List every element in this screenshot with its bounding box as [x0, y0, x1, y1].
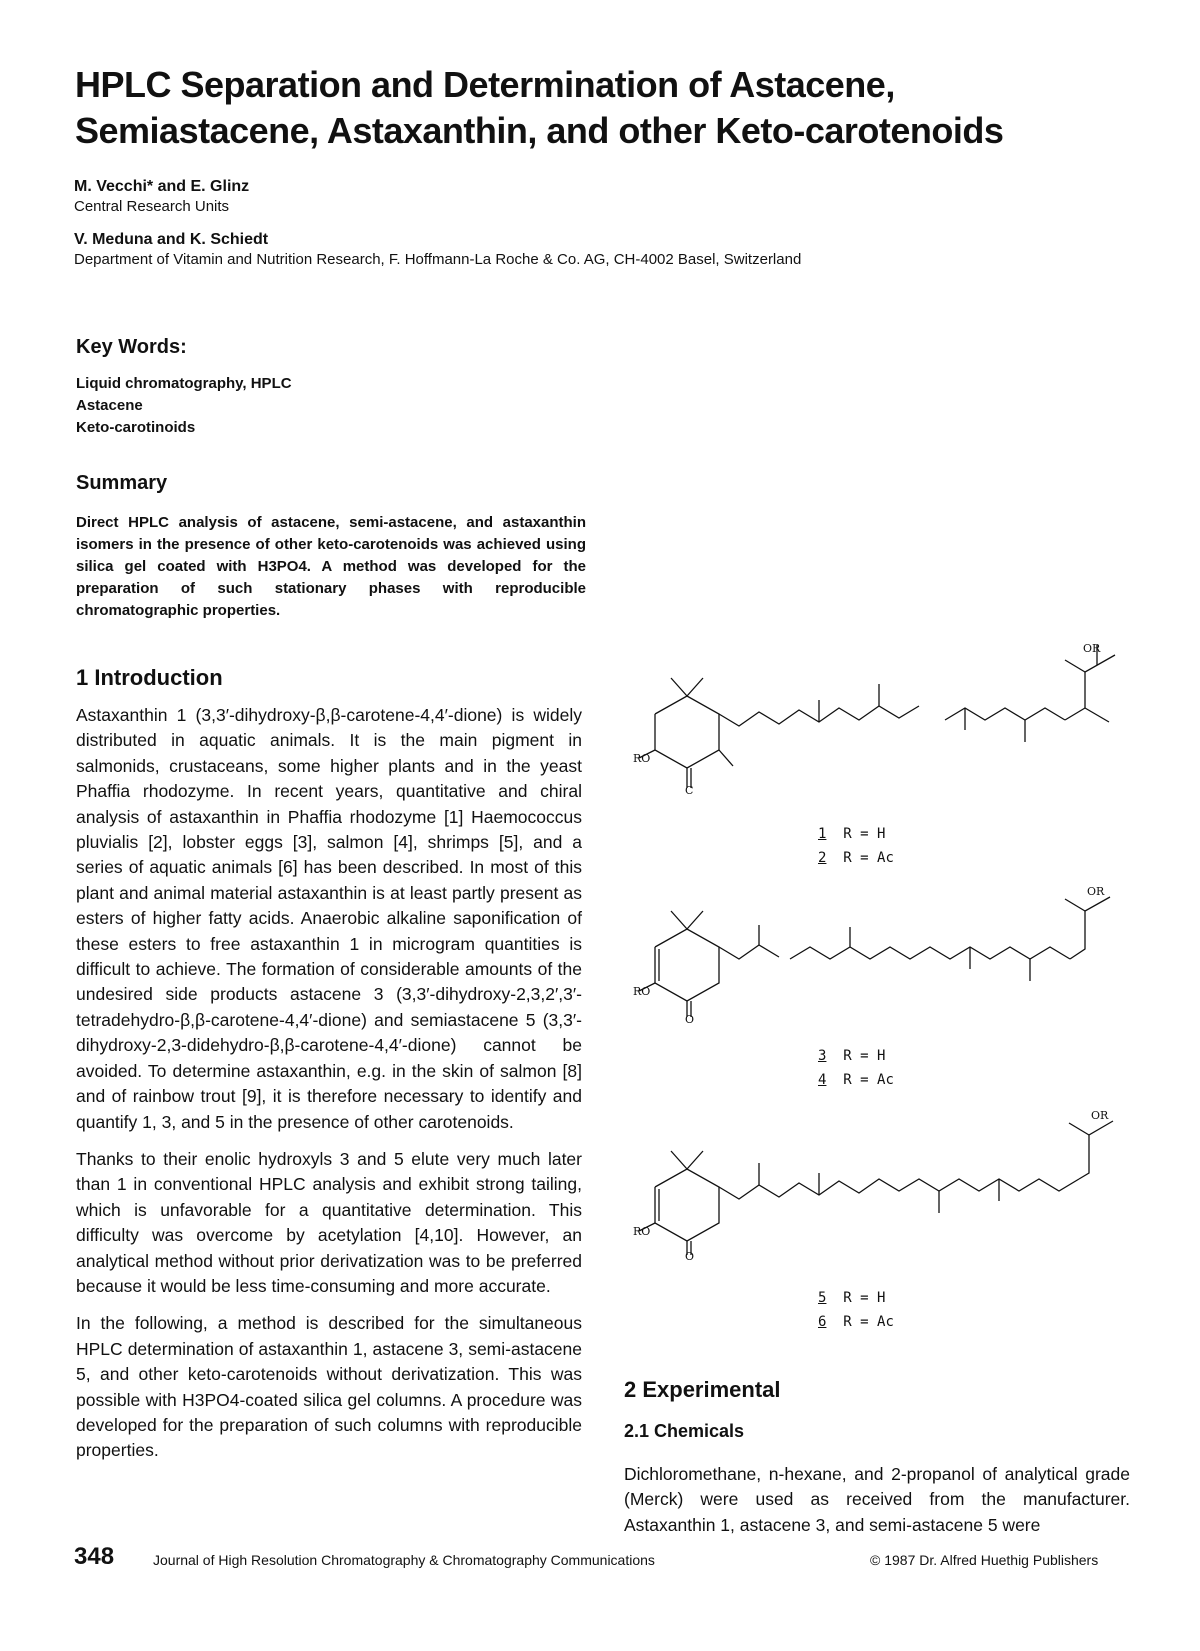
structure-label: 5 R = H 6 R = Ac — [818, 1290, 894, 1330]
keyword-item: Astacene — [76, 397, 143, 414]
author-names: V. Meduna and K. Schiedt — [74, 231, 269, 248]
atom-label: OR — [1087, 885, 1105, 898]
structure-semiastacene — [615, 1109, 1115, 1263]
structure-label: 3 R = H 4 R = Ac — [818, 1048, 894, 1088]
structure-astaxanthin — [615, 642, 1115, 797]
author-affiliation: Department of Vitamin and Nutrition Research, F. Hoffmann-La Roche & Co. AG, CH-4002 Basel, Switzerland — [74, 251, 802, 268]
atom-label: RO — [633, 752, 651, 765]
summary-heading: Summary — [76, 472, 168, 494]
chemicals-subheading: 2.1 Chemicals — [624, 1421, 745, 1441]
author-names: M. Vecchi* and E. Glinz — [74, 178, 250, 195]
structure-label: 1 R = H 2 R = Ac — [818, 826, 894, 866]
paragraph: In the following, a method is described for the simultaneous HPLC determination of astaxanthin 1, astacene 3, semi-astacene 5, and other keto-carotenoids without derivatization. This was possible with H3PO4-coated silica gel columns. A procedure was developed for the preparation of such columns with reproducible properties. — [76, 1313, 582, 1461]
paragraph: Thanks to their enolic hydroxyls 3 and 5 elute very much later than 1 in conventional HPLC analysis and exhibit strong tailing, which is unfavorable for a quantitative determination. This difficulty was overcome by acetylation [4,10]. However, an analytical method without prior derivatization was to be preferred because it would be less time-consuming and more accurate. — [76, 1148, 582, 1296]
introduction-heading: 1 Introduction — [76, 665, 223, 690]
journal-name: Journal of High Resolution Chromatography & Chromatography Communications — [153, 1552, 655, 1568]
atom-label: C — [685, 784, 694, 797]
author-affiliation: Central Research Units — [74, 198, 230, 215]
copyright: © 1987 Dr. Alfred Huethig Publishers — [870, 1552, 1099, 1568]
atom-label: O — [685, 1013, 695, 1026]
summary-text: Direct HPLC analysis of astacene, semi-astacene, and astaxanthin isomers in the presence of other keto-carotenoids was achieved using silica gel coated with H3PO4. A method was developed for the preparation of such stationary phases with reproducible chromatographic properties. — [76, 514, 586, 619]
article-title: HPLC Separation and Determination of Astacene, Semiastacene, Astaxanthin, and other Keto-carotenoids — [75, 64, 1004, 151]
atom-label: OR — [1083, 642, 1101, 655]
experimental-body: Dichloromethane, n-hexane, and 2-propanol of analytical grade (Merck) were used as received from the manufacturer. Astaxanthin 1, astacene 3, and semi-astacene 5 were — [624, 1464, 1130, 1535]
page-number: 348 — [74, 1543, 115, 1570]
keywords-heading: Key Words: — [76, 336, 187, 358]
keywords-list — [76, 373, 292, 439]
atom-label: RO — [633, 985, 651, 998]
structure-astacene — [615, 885, 1115, 1025]
atom-label: RO — [633, 1225, 651, 1238]
introduction-body — [76, 703, 582, 1476]
atom-label: OR — [1091, 1109, 1109, 1122]
author-block-2 — [74, 231, 801, 268]
keyword-item: Liquid chromatography, HPLC — [76, 375, 292, 392]
keyword-item: Keto-carotinoids — [76, 419, 196, 436]
paragraph: Astaxanthin 1 (3,3′-dihydroxy-β,β-carotene-4,4′-dione) is widely distributed in aquatic animals. It is the main pigment in salmonids, crustaceans, some higher plants and in the yeast Phaffia rhodozyme. In recent years, quantitative and chiral analysis of astaxanthin in Phaffia rhodozyme [1] Haemococcus pluvialis [2], lobster eggs [3], salmon [4], shrimps [5], and a series of aquatic animals [6] has been described. In most of this plant and animal material astaxanthin is at least partly present as esters of higher fatty acids. Anaerobic alkaline saponification of these esters to free astaxanthin 1 in microgram quantities is difficult to achieve. The formation of considerable amounts of the undesired side products astacene 3 (3,3′-dihydroxy-2,3,2′,3′-tetradehydro-β,β-carotene-4,4′-dione) and semiastacene 5 (3,3′-dihydroxy-2,3-didehydro-β,β-carotene-4,4′-dione) cannot be avoided. To determine astaxanthin, e.g. in the skin of salmon [8] and of rainbow trout [9], it is therefore necessary to identify and quantify 1, 3, and 5 in the presence of other carotenoids. — [76, 705, 582, 1132]
author-block-1 — [74, 178, 249, 215]
experimental-heading: 2 Experimental — [624, 1377, 781, 1402]
atom-label: O — [685, 1250, 695, 1263]
